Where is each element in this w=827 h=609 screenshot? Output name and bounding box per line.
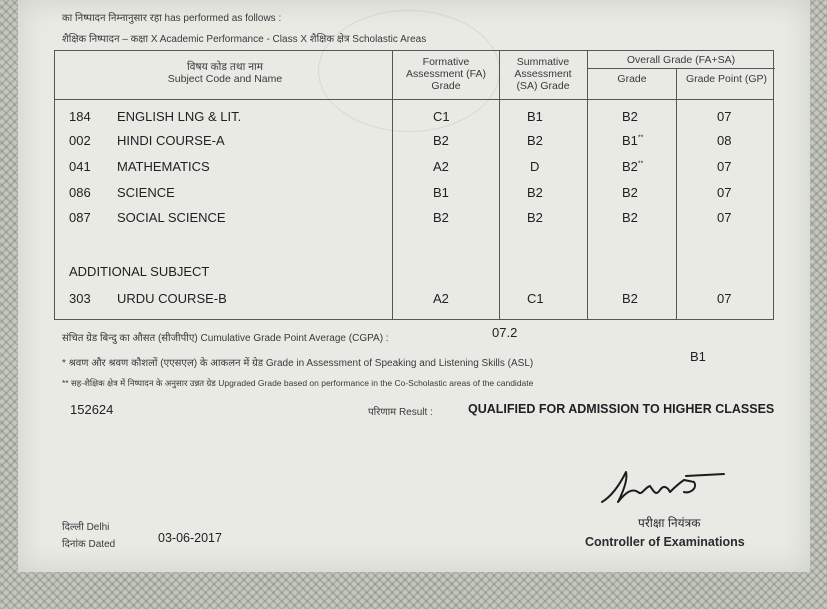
place-label: दिल्ली Delhi (62, 522, 110, 533)
serial-number: 152624 (70, 402, 114, 417)
additional-subject-label: ADDITIONAL SUBJECT (69, 264, 210, 279)
header-line-1: का निष्पादन निम्नानुसार रहा has performed as follows : (62, 13, 282, 24)
header-fa: Formative Assessment (FA) Grade (406, 56, 486, 92)
cgpa-value: 07.2 (492, 325, 518, 340)
grades-table: विषय कोड तथा नाम Subject Code and Name Formative Assessment (FA) Grade Summative Assessment (SA) Grade Overall Grade (FA+SA) Grade Grade Point (GP) 184 ENGLISH LNG & LIT. C1 B1 B2 07 002 HINDI COURSE-A B2 B2 B1** 08 041 MATHEMATICS A2 D B2** 07 086 SCIENCE B1 B2 B2 07 087 SOCIAL SCIENCE B2 B2 B2 07 ADDITIONAL SUBJECT 303 URDU COURSE-B A2 C1 B2 07 (54, 50, 774, 320)
controller-hindi: परीक्षा नियंत्रक (638, 516, 701, 530)
header-sa: Summative Assessment (SA) Grade (514, 56, 572, 92)
header-gp: Grade Point (GP) (685, 73, 768, 85)
controller-title: Controller of Examinations (585, 535, 745, 549)
date-value: 03-06-2017 (158, 531, 222, 545)
upgraded-note: ** सह-शैक्षिक क्षेत्र में निष्पादन के अनुसार उन्नत ग्रेड Upgraded Grade based on performance in the Co-Scholastic areas of the candidate (62, 378, 534, 388)
header-subject: विषय कोड तथा नाम Subject Code and Name (167, 61, 283, 85)
header-line-2: शैक्षिक निष्पादन – कक्षा X Academic Performance - Class X शैक्षिक क्षेत्र Scholastic Areas (62, 34, 427, 45)
header-overall: Overall Grade (FA+SA) (626, 54, 736, 66)
cgpa-label: संचित ग्रेड बिन्दु का औसत (सीजीपीए) Cumulative Grade Point Average (CGPA) : (62, 333, 389, 344)
signature-icon (598, 462, 728, 514)
result-value: QUALIFIED FOR ADMISSION TO HIGHER CLASSES (468, 402, 775, 416)
asl-value: B1 (690, 349, 706, 364)
date-label: दिनांक Dated (62, 539, 116, 550)
result-label: परिणाम Result : (368, 407, 433, 418)
asl-label: * श्रवण और श्रवण कौशलों (एएसएल) के आकलन में ग्रेड Grade in Assessment of Speaking and Listening Skills (ASL) (62, 358, 534, 369)
header-grade: Grade (617, 73, 647, 85)
